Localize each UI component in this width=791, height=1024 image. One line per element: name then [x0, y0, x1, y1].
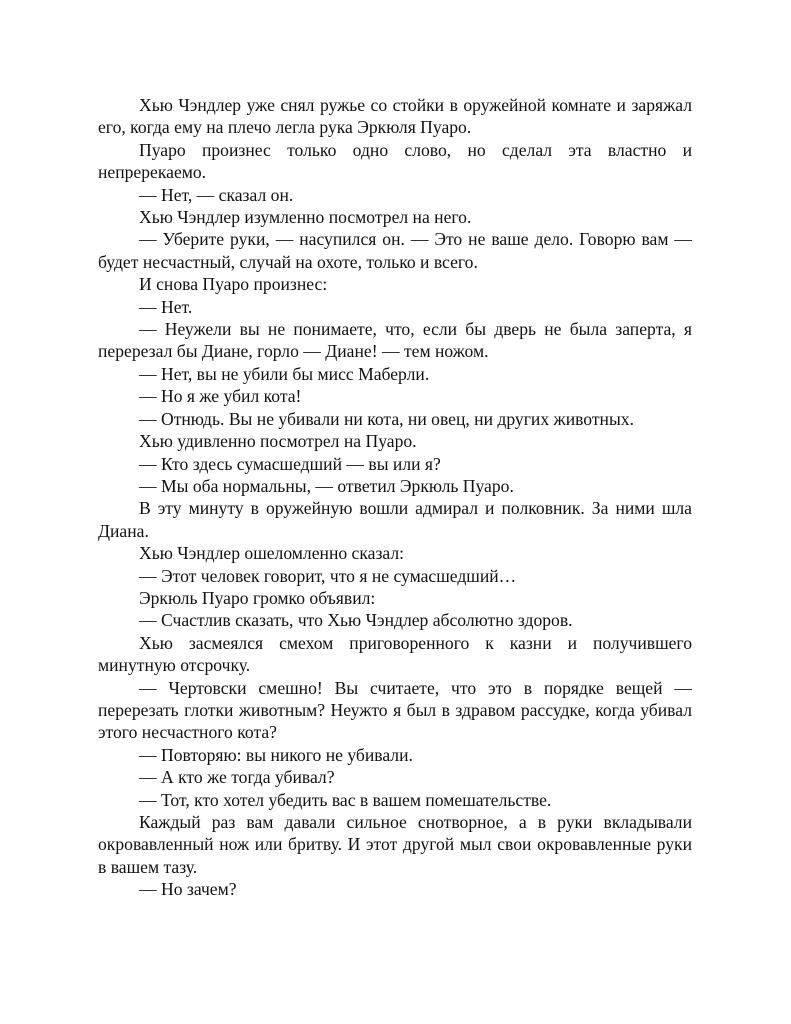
- paragraph: Хью Чэндлер уже снял ружье со стойки в оружейной комнате и заряжал его, когда ему на плечо легла рука Эркюля Пуаро.: [98, 95, 692, 138]
- paragraph: — А кто же тогда убивал?: [139, 767, 335, 788]
- paragraph: — Нет, — сказал он.: [139, 184, 294, 205]
- paragraph: Хью Чэндлер изумленно посмотрел на него.: [139, 207, 472, 228]
- paragraph: И снова Пуаро произнес:: [139, 274, 328, 295]
- paragraph: — Тот, кто хотел убедить вас в вашем помешательстве.: [139, 789, 552, 810]
- paragraph: Пуаро произнес только одно слово, но сделал эта властно и непререкаемо.: [98, 139, 692, 183]
- paragraph: — Нет.: [139, 296, 193, 317]
- paragraph: Хью удивленно посмотрел на Пуаро.: [139, 431, 417, 452]
- paragraph: — Неужели вы не понимаете, что, если бы дверь не была заперта, я перерезал бы Диане, горло — Диане! — тем ножом.: [98, 319, 692, 362]
- paragraph: В эту минуту в оружейную вошли адмирал и полковник. За ними шла Диана.: [98, 498, 692, 541]
- paragraph: — Чертовски смешно! Вы считаете, что это в порядке вещей — перерезать глотки животным? Неужто я был в здравом рассудке, когда убивал этого несчастного кота?: [98, 677, 692, 743]
- body-text: [98, 94, 692, 901]
- paragraph: — Повторяю: вы никого не убивали.: [139, 744, 413, 765]
- paragraph: Хью засмеялся смехом приговоренного к казни и получившего минутную отсрочку.: [98, 632, 692, 676]
- paragraph: Каждый раз вам давали сильное снотворное, а в руки вкладывали окровавленный нож или бритву. И этот другой мыл свои окровавленные руки в вашем тазу.: [98, 812, 692, 877]
- paragraph: — Нет, вы не убили бы мисс Маберли.: [139, 363, 430, 384]
- paragraph: — Счастлив сказать, что Хью Чэндлер абсолютно здоров.: [139, 610, 573, 631]
- paragraph: — Кто здесь сумасшедший — вы или я?: [139, 453, 441, 474]
- paragraph: — Мы оба нормальны, — ответил Эркюль Пуаро.: [139, 475, 514, 496]
- paragraph: — Но зачем?: [139, 879, 237, 900]
- paragraph: — Но я же убил кота!: [139, 386, 302, 407]
- paragraph: — Отнюдь. Вы не убивали ни кота, ни овец, ни других животных.: [139, 408, 634, 429]
- paragraph: Хью Чэндлер ошеломленно сказал:: [139, 543, 405, 564]
- paragraph: — Этот человек говорит, что я не сумасшедший…: [139, 565, 517, 586]
- paragraph: Эркюль Пуаро громко объявил:: [139, 587, 376, 608]
- paragraph: — Уберите руки, — насупился он. — Это не ваше дело. Говорю вам — будет несчастный, случай на охоте, только и всего.: [98, 229, 692, 272]
